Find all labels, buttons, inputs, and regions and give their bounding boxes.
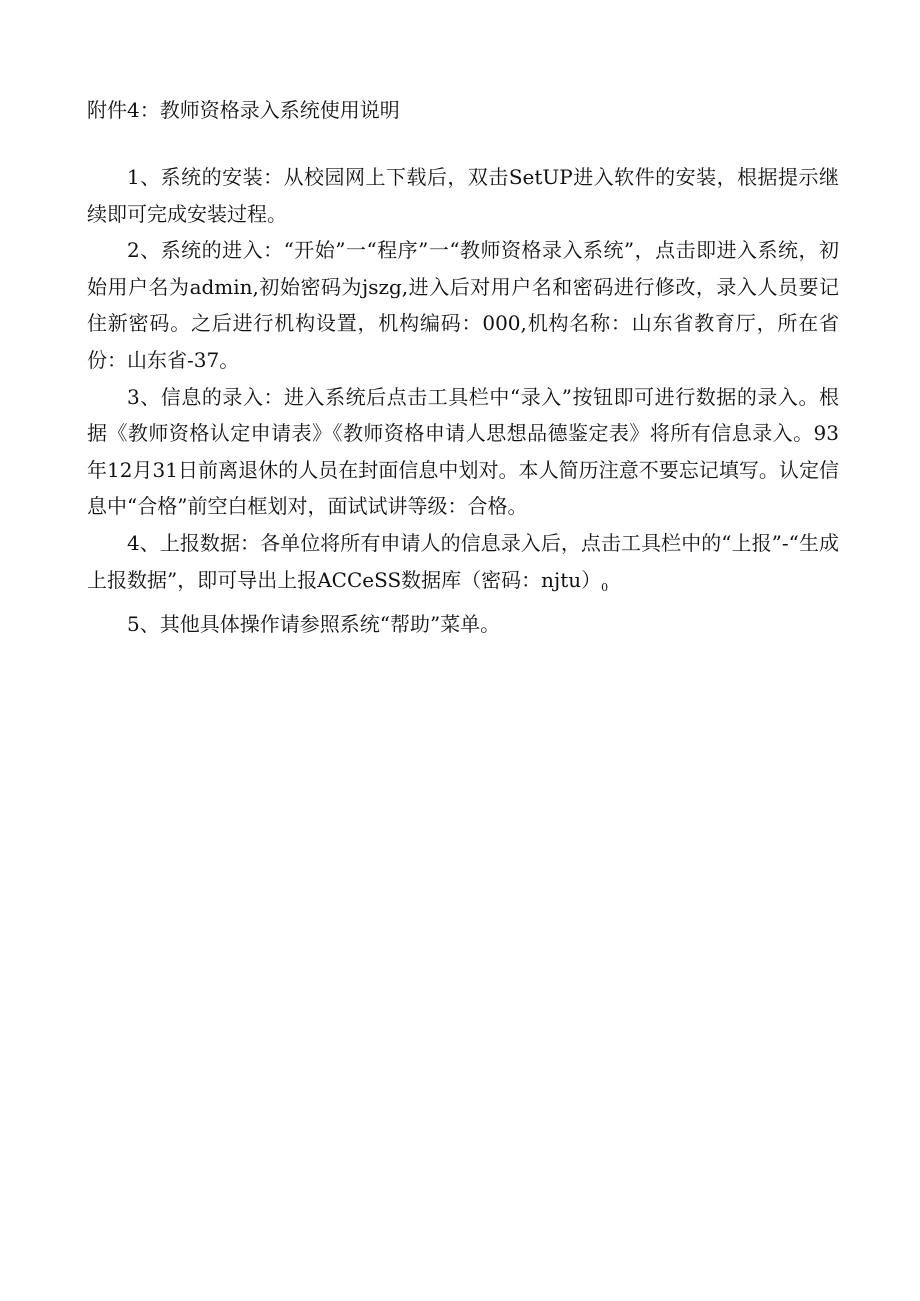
paragraph-data-entry-text: 3、信息的录入：进入系统后点击工具栏中“录入”按钮即可进行数据的录入。根据《教师资格认定申请表》《教师资格申请人思想品德鉴定表》将所有信息录入。93年12月31日前离退休的人员在封面信息中划对。本人简历注意不要忘记填写。认定信息中“合格”前空白框划对，面试试讲等级：合格。 bbox=[87, 384, 839, 519]
paragraph-report-data-trailing-mark: 0 bbox=[601, 580, 609, 594]
paragraph-other-operations bbox=[87, 606, 839, 643]
paragraph-data-entry bbox=[87, 379, 839, 525]
paragraph-other-operations-text: 5、其他具体操作请参照系统“帮助”菜单。 bbox=[127, 612, 501, 637]
paragraph-system-entry-text: 2、系统的进入：“开始”一“程序”一“教师资格录入系统”，点击即进入系统，初始用户名为admin,初始密码为jszg,进入后对用户名和密码进行修改，录入人员要记住新密码。之后进行机构设置，机构编码：000,机构名称：山东省教育厅，所在省份：山东省-37。 bbox=[87, 238, 839, 372]
document-heading: 附件4：教师资格录入系统使用说明 bbox=[87, 98, 400, 122]
paragraph-installation bbox=[87, 159, 839, 232]
paragraph-system-entry bbox=[87, 232, 839, 378]
paragraph-report-data bbox=[87, 525, 839, 606]
paragraph-report-data-text: 4、上报数据：各单位将所有申请人的信息录入后，点击工具栏中的“上报”-“生成上报数据”，即可导出上报ACCeSS数据库（密码：njtu） bbox=[87, 530, 839, 592]
paragraph-installation-text: 1、系统的安装：从校园网上下载后，双击SetUP进入软件的安装，根据提示继续即可完成安装过程。 bbox=[87, 165, 839, 226]
document-page bbox=[87, 95, 839, 643]
